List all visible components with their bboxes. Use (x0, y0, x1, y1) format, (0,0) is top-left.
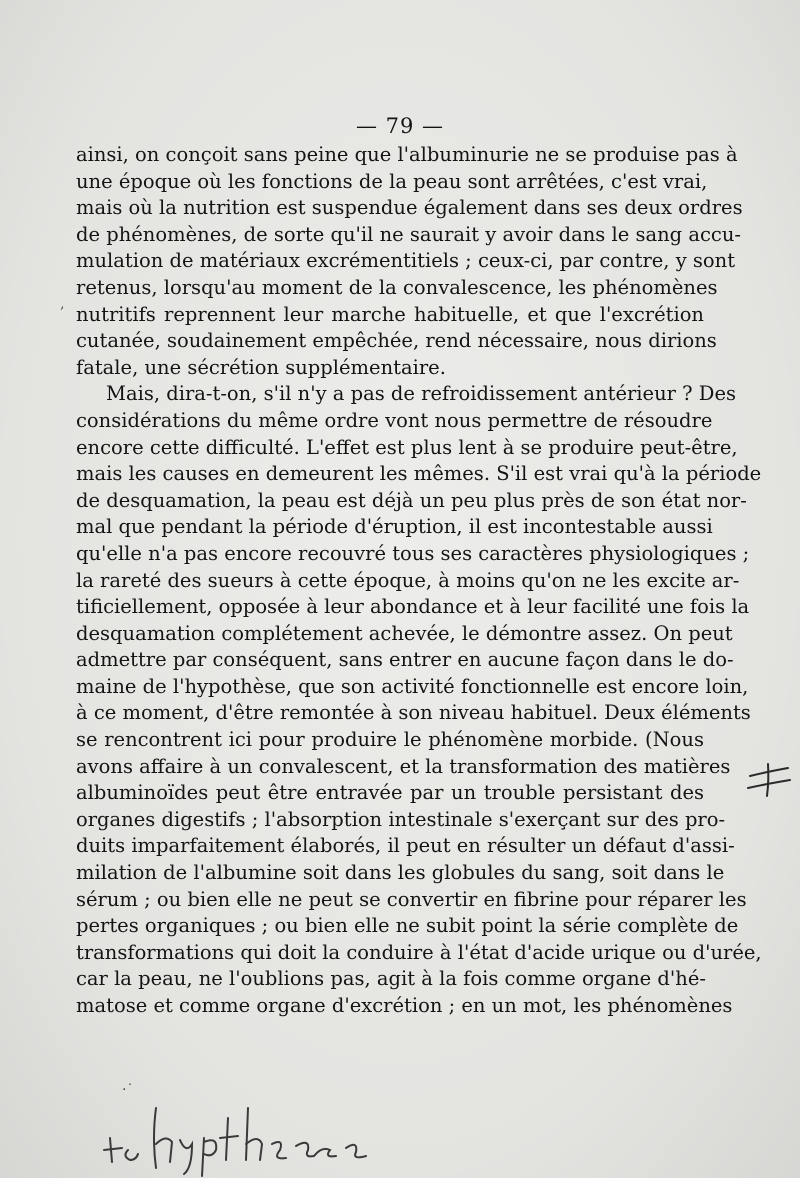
text-line: retenus, lorsqu'au moment de la convalescence, les phénomènes (76, 275, 718, 299)
text-line: qu'elle n'a pas encore recouvré tous ses caractères physiologiques ; (76, 541, 750, 565)
handwritten-footer-note (100, 1098, 400, 1178)
text-line: mal que pendant la période d'éruption, il est incontestable aussi (76, 515, 713, 539)
text-line: maine de l'hypothèse, que son activité fonctionnelle est encore loin, (76, 674, 749, 698)
text-line: avons affaire à un convalescent, et la transformation des matières (76, 754, 731, 778)
text-line: tificiellement, opposée à leur abondance et à leur facilité une fois la (76, 595, 750, 619)
text-line: cutanée, soudainement empêchée, rend nécessaire, nous dirions (76, 329, 717, 353)
text-line: mais où la nutrition est suspendue également dans ses deux ordres (76, 196, 743, 220)
text-line: nutritifs reprennent leur marche habituelle, et que l'excrétion (76, 302, 704, 326)
text-line: de phénomènes, de sorte qu'il ne saurait y avoir dans le sang accu- (76, 222, 741, 246)
text-line: à ce moment, d'être remontée à son niveau habituel. Deux éléments (76, 701, 751, 725)
text-line: car la peau, ne l'oublions pas, agit à la fois comme organe d'hé- (76, 967, 706, 991)
text-line: admettre par conséquent, sans entrer en aucune façon dans le do- (76, 648, 734, 672)
paragraph (76, 142, 743, 381)
text-line: milation de l'albumine soit dans les globules du sang, soit dans le (76, 861, 725, 885)
text-line: une époque où les fonctions de la peau sont arrêtées, c'est vrai, (76, 169, 708, 193)
text-line: la rareté des sueurs à cette époque, à moins qu'on ne les excite ar- (76, 568, 740, 592)
text-line: organes digestifs ; l'absorption intestinale s'exerçant sur des pro- (76, 807, 726, 831)
text-line: desquamation complétement achevée, le démontre assez. On peut (76, 621, 733, 645)
text-line: mulation de matériaux excrémentitiels ; ceux-ci, par contre, y sont (76, 249, 736, 273)
paragraph (76, 381, 762, 1019)
text-line: considérations du même ordre vont nous permettre de résoudre (76, 408, 713, 432)
text-line: duits imparfaitement élaborés, il peut en résulter un défaut d'assi- (76, 834, 735, 858)
handwritten-margin-mark (744, 760, 794, 800)
text-line: fatale, une sécrétion supplémentaire. (76, 355, 446, 379)
text-line: Mais, dira-t-on, s'il n'y a pas de refroidissement antérieur ? Des (106, 382, 736, 406)
margin-speck: ‚ (60, 296, 65, 312)
text-line: transformations qui doit la conduire à l'état d'acide urique ou d'urée, (76, 940, 762, 964)
body-text (76, 142, 762, 1020)
text-line: encore cette difficulté. L'effet est plus lent à se produire peut-être, (76, 435, 738, 459)
text-line: sérum ; ou bien elle ne peut se convertir en fibrine pour réparer les (76, 887, 747, 911)
text-line: albuminoïdes peut être entravée par un trouble persistant des (76, 781, 704, 805)
text-line: mais les causes en demeurent les mêmes. S'il est vrai qu'à la période (76, 462, 762, 486)
text-line: ainsi, on conçoit sans peine que l'albuminurie ne se produise pas à (76, 143, 738, 166)
page-number: — 79 — (355, 114, 445, 138)
text-line: de desquamation, la peau est déjà un peu plus près de son état nor- (76, 488, 747, 512)
text-line: pertes organiques ; ou bien elle ne subit point la série complète de (76, 914, 739, 938)
text-line: se rencontrent ici pour produire le phénomène morbide. (Nous (76, 728, 704, 752)
pencil-tick: ·˙ (122, 1082, 134, 1098)
text-line: matose et comme organe d'excrétion ; en un mot, les phénomènes (76, 994, 733, 1017)
